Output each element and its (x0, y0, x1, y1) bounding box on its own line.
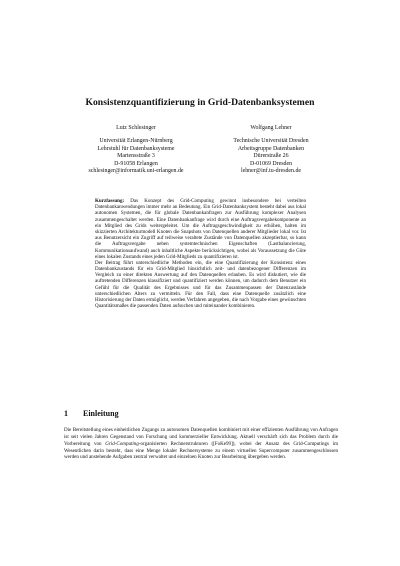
abstract (95, 198, 306, 309)
abstract-paragraph-2: Der Beitrag führt unterschiedliche Methoden ein, die eine Quantifizierung der Konsistenz eines Datenbankzustands für ein Grid-Mitglied hinsichtlich zeit- und datenbezogener Differenzen im Vergleich zu einer direkten Auswertung auf den Datenquellen erlauben. Es wird diskutiert, wie die auftretenden Differenzen klassifiziert und quantifiziert werden können, um dadurch dem Benutzer ein Gefühl für die Qualität des Ergebnisses und für das Zusammenpassen der Datenzustände unterschiedlichen Alters zu vermitteln. Für den Fall, dass eine Datenquelle zusätzlich eine Historisierung der Daten ermöglicht, werden Verfahren angegeben, die nach Vorgabe eines gewünschten Quantitätsmaßes die passenden Daten aufsuchen und miteinander kombinieren. (95, 259, 306, 310)
author-block-2 (196, 125, 346, 176)
author-department: Lehrstuhl für Datenbanksysteme (97, 145, 175, 152)
author-email: lehner@inf.tu-dresden.de (240, 168, 302, 174)
author-city: D-91058 Erlangen (114, 160, 158, 167)
abstract-text-1: Das Konzept des Grid-Computing gewinnt insbesondere bei verteilten Datenbankanwendungen immer mehr an Bedeutung. Ein Grid-Datenbanksystem besteht dabei aus lokal autonomen Systemen, die für globale Datenbankanfragen zur Ausführung komplexer Analysen zusammengeschaltet werden. Eine Datenbankanfrage wird durch eine Auftragsvergabekomponente an ein Mitglied des Grids weitergeleitet. Um die Auftragsgeschwindigkeit zu erhöhen, halten im skizzierten Architekturmodell Knoten die Snapshots von Datenquellen anderer Mitglieder lokal vor. Ist aus Benutzersicht ein Zugriff auf teilweise veraltete Zustände von Datenquellen akzeptierbar, so kann die Auftragsvergabe neben systemtechnischen Eigenschaften (Lastbalancierung, Kommunikationsaufwand) auch inhaltliche Aspekte berücksichtigen, wobei als Voraussetzung die Güte eines lokalen Zustands eines jeden Grid-Mitglieds zu quantifizieren ist. (95, 198, 307, 260)
author-name: Lutz Schlesinger (116, 125, 156, 131)
body-text-part-2: -organisierten Rechnerstrukturen ([FoKe99]), wobei der Ansatz des Grid-Computings im Wesentlichen darin besteht, dass eine Menge lokaler Rechnersysteme zu einem virtuellen Supercomputer zusammengeschlossen werden und anstehende Aufgaben zentral verwaltet und einzelnen Knoten zur Bearbeitung übergeben werden. (64, 440, 338, 461)
author-name: Wolfgang Lehner (250, 125, 292, 131)
paper-title: Konsistenzquantifizierung in Grid-Datenbanksystemen (85, 97, 315, 108)
body-text-part-1: Die Bereitstellung eines einheitlichen Zugangs zu autonomen Datenquellen kombiniert mit einer effizienten Ausführung von Anfragen ist seit vielen Jahren Gegenstand von Forschung und kommerzieller Entwicklung. Aktuell verschärft sich das Problem durch die Vorbereitung von (64, 427, 338, 447)
author-department: Arbeitsgruppe Datenbanken (237, 145, 305, 152)
author-block-1 (61, 125, 211, 176)
author-email: schlesinger@informatik.uni-erlangen.de (88, 168, 184, 174)
section-number: 1 (64, 409, 68, 418)
body-paragraph (64, 427, 338, 461)
author-street: Martensstraße 3 (117, 153, 155, 159)
author-city: D-01069 Dresden (249, 160, 293, 167)
author-street: Dürerstraße 26 (253, 153, 289, 159)
abstract-paragraph-1 (95, 198, 306, 260)
abstract-label: Kurzfassung: (95, 198, 125, 204)
author-affiliation: Universität Erlangen-Nürnberg (99, 138, 173, 144)
body-text (64, 427, 338, 461)
body-term: Grid-Computing (105, 440, 139, 447)
section-heading (64, 409, 119, 418)
author-affiliation: Technische Universität Dresden (233, 138, 309, 144)
section-title: Einleitung (83, 409, 119, 418)
